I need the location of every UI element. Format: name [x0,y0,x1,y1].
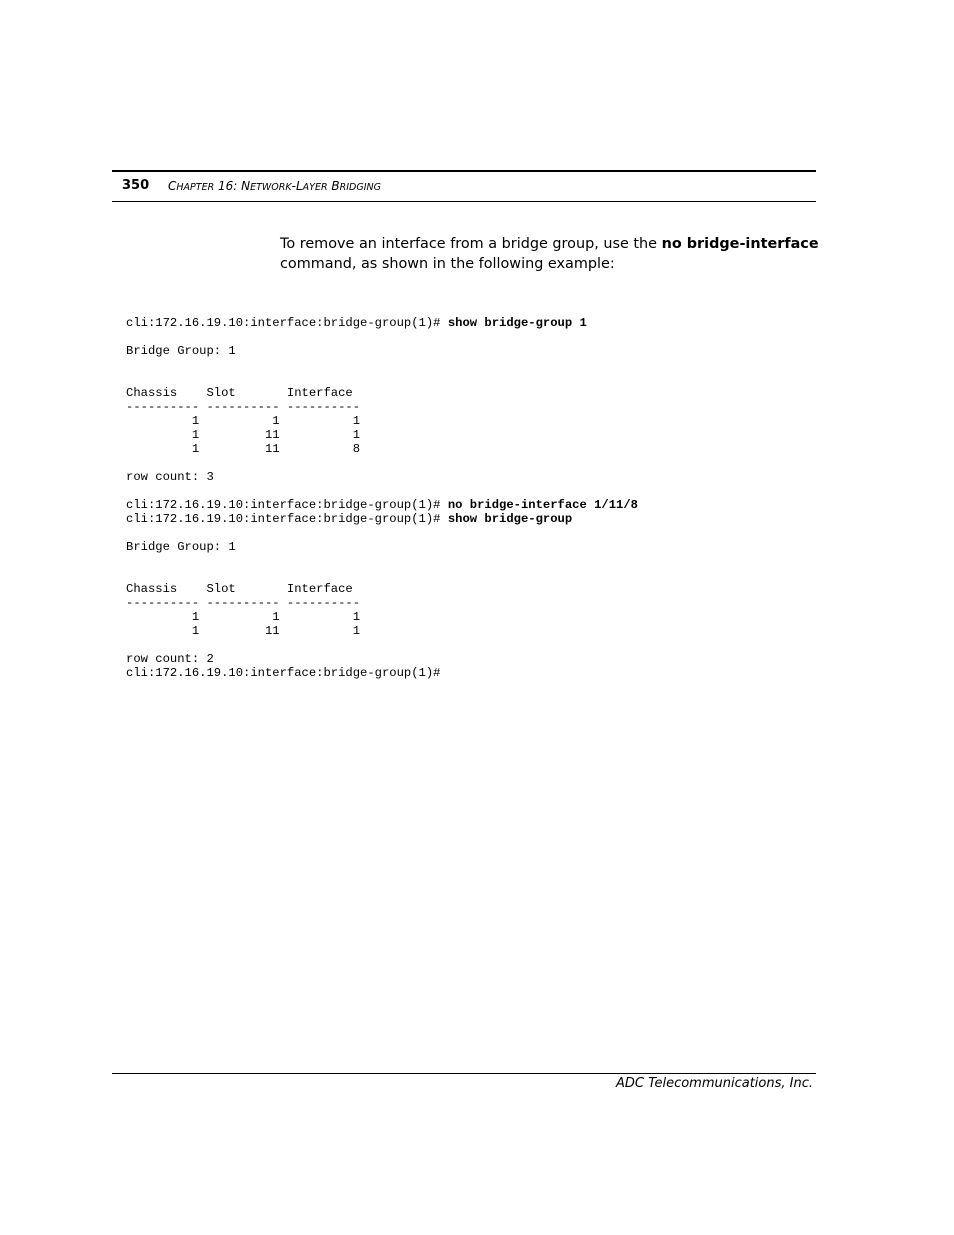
cli-example: cli:172.16.19.10:interface:bridge-group(1)# show bridge-group 1 Bridge Group: 1 Chassis Slot Interface ---------- ---------- ---------- 1 1 1 1 11 1 1 11 8 row count: 3 cli:172.16.19.10:interface:bridge-group(1)# no bridge-interface 1/11/8 cli:172.16.19.10:interface:bridge-group(1)# show bridge-group Bridge Group: 1 Chassis Slot Interface ---------- ---------- ---------- 1 1 1 1 11 1 row count: 2 cli:172.16.19.10:interface:bridge-group(1)# [126,316,638,680]
row-count: row count: 3 [126,470,214,484]
row-count: row count: 2 [126,652,214,666]
chapter-title: CHAPTER 16: NETWORK-LAYER BRIDGING [168,179,381,193]
footer-company: ADC Telecommunications, Inc. [616,1076,813,1091]
table-row: 1 1 1 [126,414,361,428]
page-number: 350 [122,178,150,193]
table-divider: ---------- ---------- ---------- [126,596,361,610]
table-row: 1 11 1 [126,624,361,638]
header-bottom-rule [112,201,816,202]
footer-rule [112,1073,816,1074]
cli-command: show bridge-group 1 [447,316,587,330]
table-row: 1 1 1 [126,610,361,624]
cli-command: no bridge-interface 1/11/8 [447,498,638,512]
command-name: no bridge-interface [661,236,819,252]
final-prompt: cli:172.16.19.10:interface:bridge-group(1)# [126,666,441,680]
table-divider: ---------- ---------- ---------- [126,400,361,414]
table-row: 1 11 1 [126,428,361,442]
intro-paragraph: To remove an interface from a bridge group, use the no bridge-interface command, as shown in the following example: [280,236,819,272]
table-header: Chassis Slot Interface [126,582,353,596]
table-row: 1 11 8 [126,442,361,456]
header-top-rule [112,170,816,172]
cli-command: show bridge-group [447,512,573,526]
table-header: Chassis Slot Interface [126,386,353,400]
